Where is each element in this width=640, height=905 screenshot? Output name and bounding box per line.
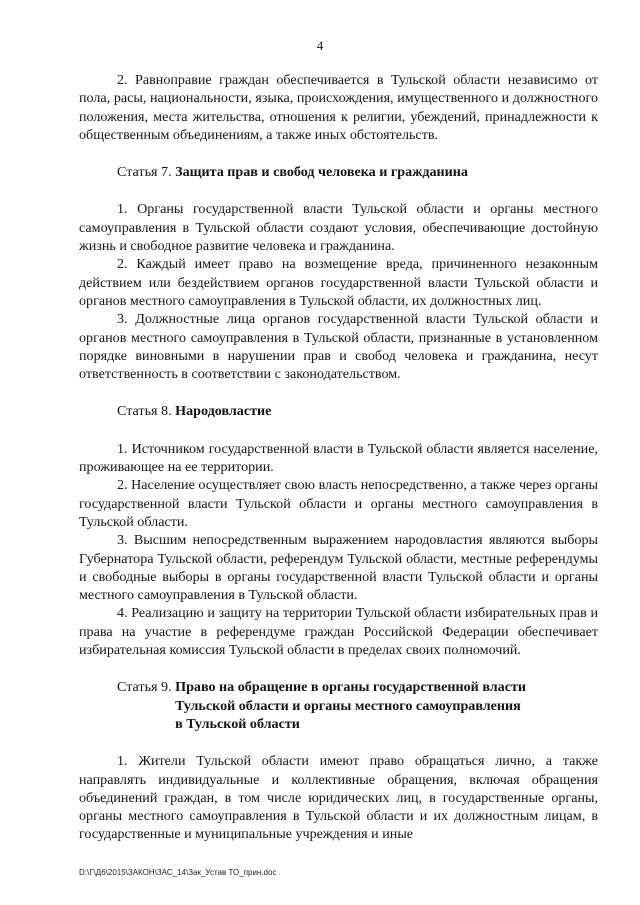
spacer [79, 181, 598, 200]
article-8-paragraph-4: 4. Реализацию и защиту на территории Тульской области избирательных прав и права на участие в референдуме граждан Российской Федерации обеспечивает избирательная комиссия Тульской области в пределах своих полномочий. [79, 605, 598, 659]
article-8-heading [79, 402, 598, 420]
article-8-paragraph-3: 3. Высшим непосредственным выражением народовластия являются выборы Губернатора Тульской области, референдум Тульской области, местные референдумы и свободные выборы в органы государственной власти Тульской области и органы местного самоуправления в Тульской области. [79, 532, 598, 604]
article-9-title-line-3: в Тульской области [175, 715, 300, 732]
article-7-title: Защита прав и свобод человека и гражданина [175, 164, 468, 181]
article-9-title-line-2: Тульской области и органы местного самоуправления [175, 697, 521, 714]
article-8-label: Статья 8. [117, 403, 176, 420]
document-body [79, 71, 598, 844]
spacer [79, 383, 598, 402]
page-number: 4 [316, 38, 324, 53]
article-9-title [175, 678, 526, 733]
article-9-heading [79, 678, 598, 733]
article-7-heading [79, 163, 598, 181]
article-8-title: Народовластие [175, 403, 272, 420]
spacer [79, 421, 598, 440]
file-path-footer: D:\Г\Д6\2015\ЗАКОН\ЗАС_14\Зак_Устав ТО_прин.doc [79, 868, 277, 877]
article-7-paragraph-2: 2. Каждый имеет право на возмещение вреда, причиненного незаконным действием или бездействием органов государственной власти Тульской области и органов местного самоуправления в Тульской области, их должностных лиц. [79, 256, 598, 309]
article-9-title-line-1: Право на обращение в органы государственной власти [175, 679, 527, 696]
spacer [79, 659, 598, 678]
article-9-paragraph-1: 1. Жители Тульской области имеют право обращаться лично, а также направлять индивидуальные и коллективные обращения, включая обращения объединений граждан, в том числе юридических лиц, в государственные органы, органы местного самоуправления в Тульской области и их должностным лицам, в государственные и муниципальные учреждения и иные [79, 753, 598, 843]
article-8-paragraph-1: 1. Источником государственной власти в Тульской области является население, проживающее на ее территории. [79, 440, 598, 476]
article-6-paragraph-2: 2. Равноправие граждан обеспечивается в Тульской области независимо от пола, расы, национальности, языка, происхождения, имущественного и должностного положения, места жительства, отношения к религии, убеждений, принадлежности к общественным объединениям, а также иных обстоятельств. [79, 72, 598, 143]
article-7-label: Статья 7. [117, 164, 176, 181]
spacer [79, 144, 598, 163]
article-7-paragraph-3: 3. Должностные лица органов государственной власти Тульской области и органов местного самоуправления в Тульской области, признанные в установленном порядке виновными в нарушении прав и свобод человека и гражданина, несут ответственность в соответствии с законодательством. [79, 311, 598, 383]
article-7-paragraph-1: 1. Органы государственной власти Тульской области и органы местного самоуправления в Тульской области создают условия, обеспечивающие достойную жизнь и свободное развитие человека и гражданина. [79, 201, 598, 255]
article-9-label: Статья 9. [117, 679, 176, 696]
article-8-paragraph-2: 2. Население осуществляет свою власть непосредственно, а также через органы государственной власти Тульской области и органы местного самоуправления в Тульской области. [79, 477, 599, 530]
spacer [79, 733, 598, 752]
